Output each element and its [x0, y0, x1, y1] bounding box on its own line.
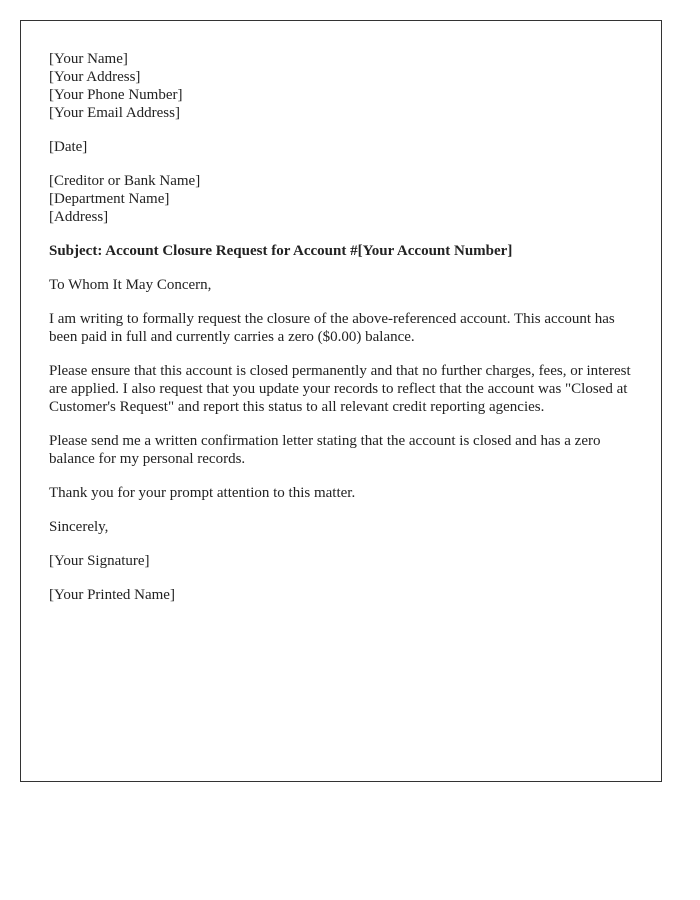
salutation: To Whom It May Concern,	[49, 277, 212, 293]
sender-email: [Your Email Address]	[49, 105, 180, 121]
recipient-name: [Creditor or Bank Name]	[49, 173, 201, 189]
recipient-department: [Department Name]	[49, 191, 170, 207]
signature: [Your Signature]	[49, 553, 150, 569]
body-paragraph: Please send me a written confirmation letter stating that the account is closed and has a zero balance for my personal records.	[49, 433, 601, 467]
sender-name: [Your Name]	[49, 51, 128, 67]
body-paragraph: Please ensure that this account is closed permanently and that no further charges, fees, or interest are applied. I also request that you update your records to reflect that the account was "Closed at Customer's Request" and report this status to all relevant credit reporting agencies.	[49, 363, 631, 415]
printed-name: [Your Printed Name]	[49, 587, 175, 603]
subject-line: Subject: Account Closure Request for Account #[Your Account Number]	[49, 243, 513, 259]
closing: Sincerely,	[49, 519, 109, 535]
sender-address: [Your Address]	[49, 69, 141, 85]
recipient-block	[49, 172, 633, 226]
body-paragraph: Thank you for your prompt attention to this matter.	[49, 485, 356, 501]
letter-date: [Date]	[49, 139, 88, 155]
letter-page	[20, 20, 662, 782]
recipient-address: [Address]	[49, 209, 109, 225]
body-paragraph: I am writing to formally request the closure of the above-referenced account. This account has been paid in full and currently carries a zero ($0.00) balance.	[49, 311, 615, 345]
sender-phone: [Your Phone Number]	[49, 87, 183, 103]
sender-block	[49, 50, 633, 122]
